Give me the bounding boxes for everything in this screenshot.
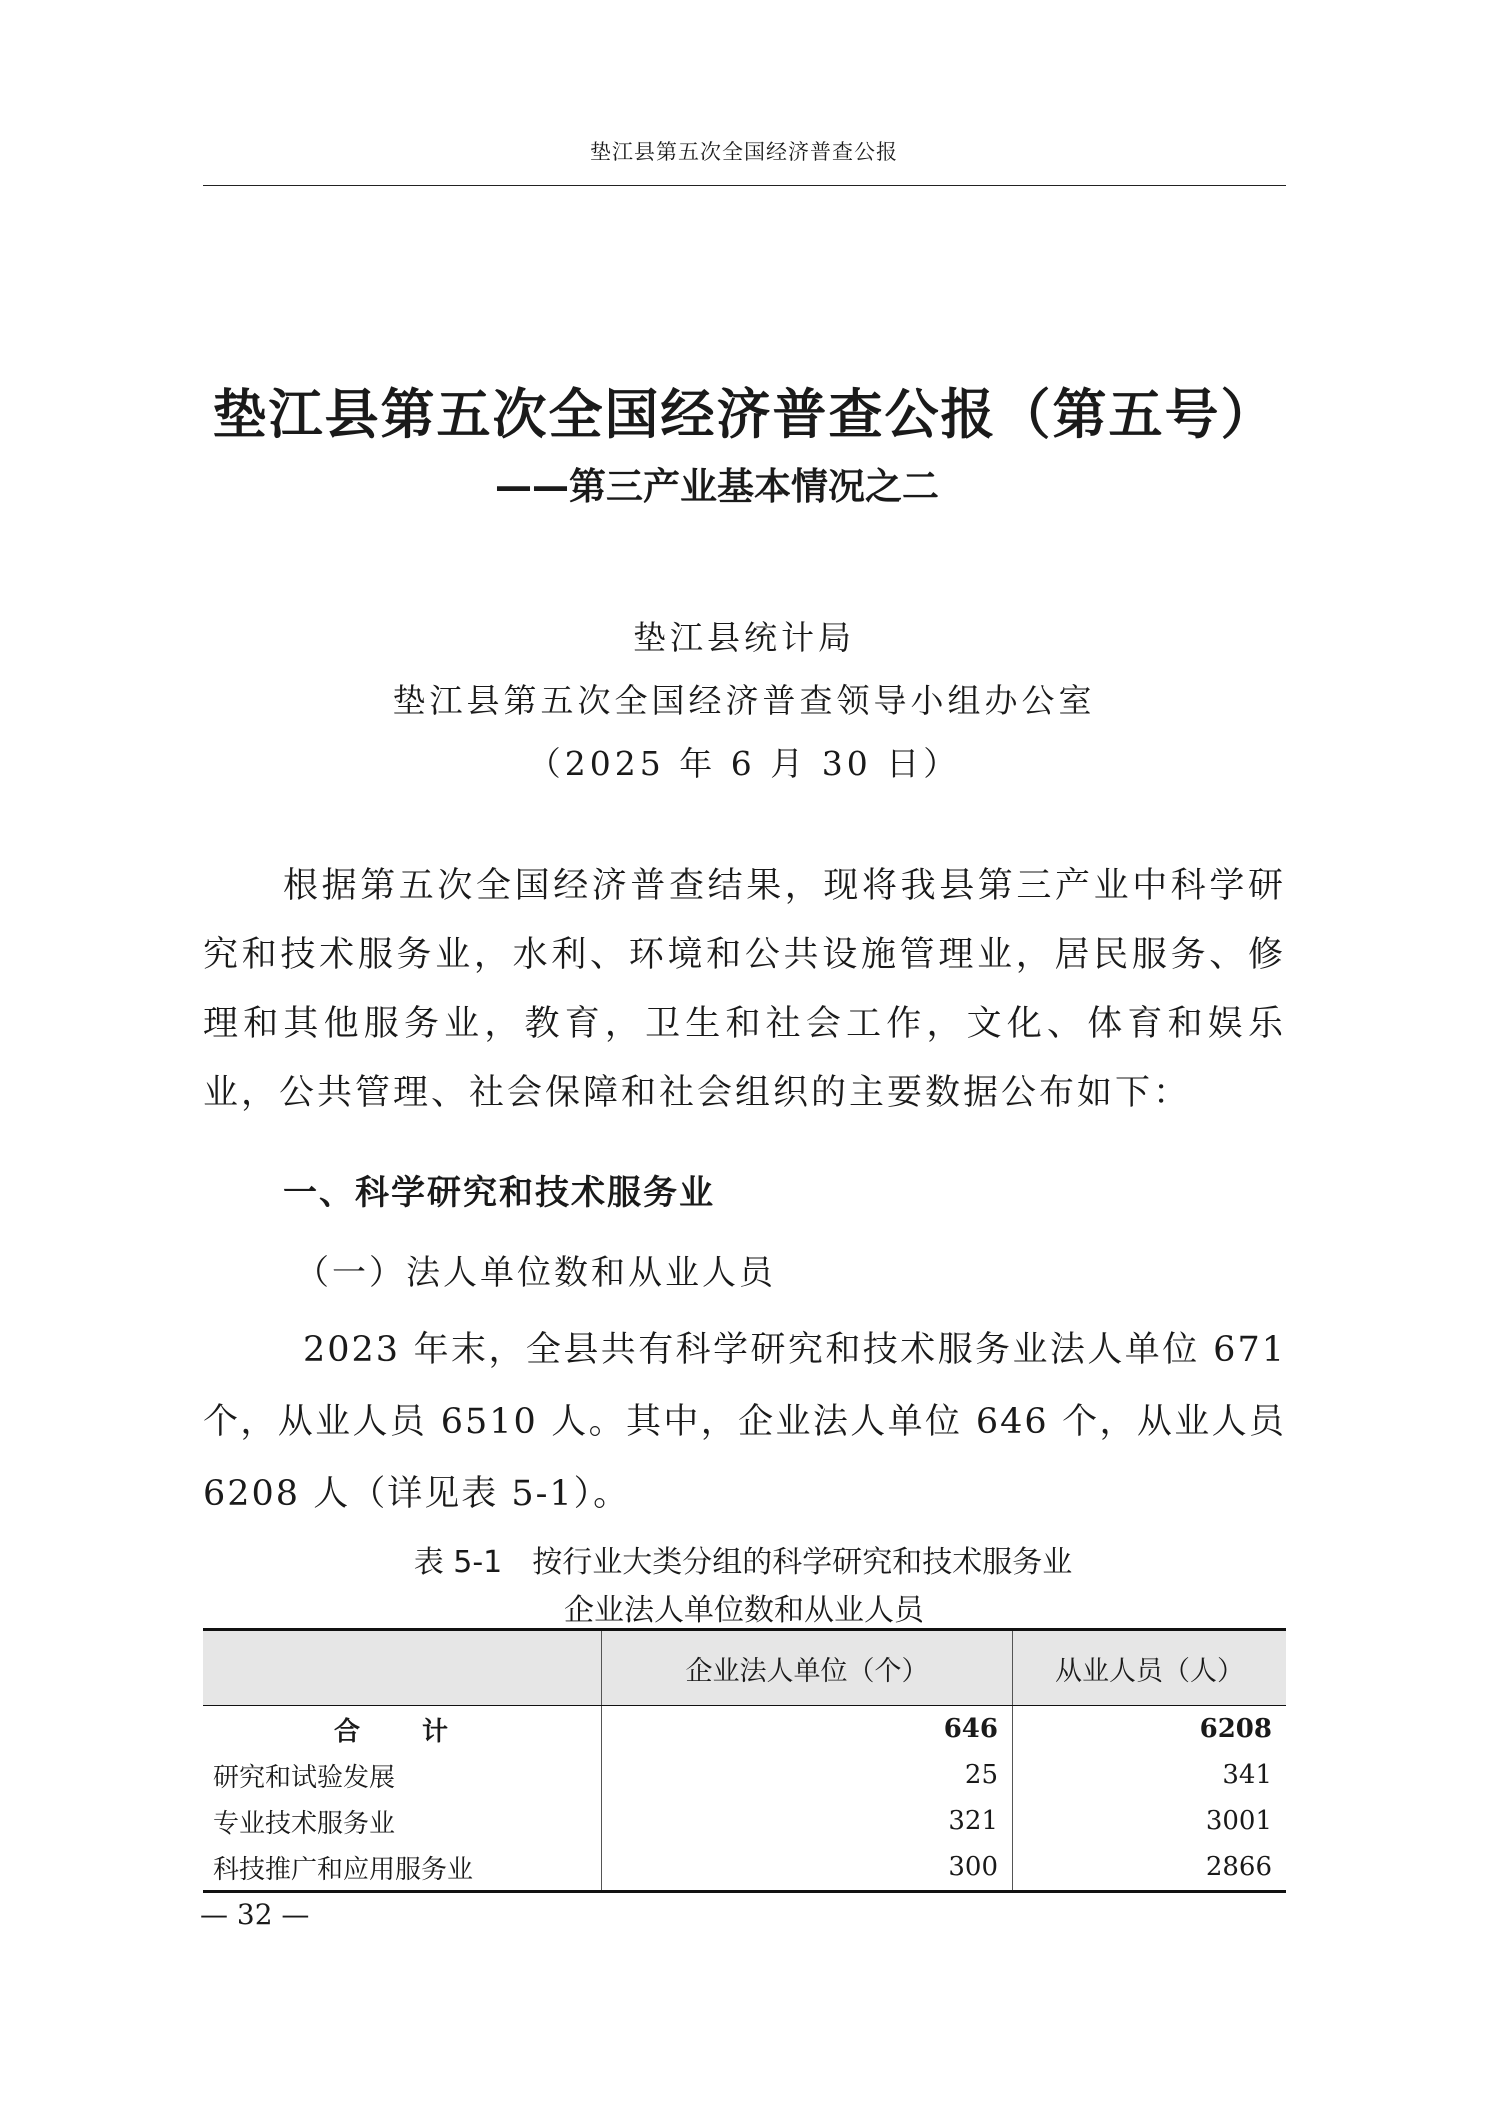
row-units: 646: [602, 1706, 1013, 1753]
row-employees: 3001: [1013, 1798, 1287, 1844]
row-name: 专业技术服务业: [213, 1808, 396, 1839]
table-row: [203, 1844, 1286, 1892]
row-name: 合 计: [333, 1716, 466, 1747]
data-table: [203, 1628, 1286, 1893]
row-units: 321: [602, 1798, 1013, 1844]
row-employees: 2866: [1013, 1844, 1287, 1892]
issue-date: （2025 年 6 月 30 日）: [527, 744, 961, 783]
row-employees: 341: [1013, 1752, 1287, 1798]
row-name: 科技推广和应用服务业: [203, 1844, 602, 1892]
running-head: 垫江县第五次全国经济普查公报: [590, 140, 898, 164]
header-rule: [203, 185, 1286, 186]
issuer-line-1: 垫江县统计局: [633, 618, 855, 657]
row-units: 300: [602, 1844, 1013, 1892]
table-header-units: 企业法人单位（个）: [602, 1630, 1013, 1706]
table-header-blank: [203, 1630, 602, 1706]
subsection-heading: （一）法人单位数和从业人员: [295, 1253, 776, 1293]
table-row: [203, 1752, 1286, 1798]
row-employees: 6208: [1013, 1706, 1287, 1753]
section-paragraph: 2023 年末，全县共有科学研究和技术服务业法人单位 671 个，从业人员 6510 人。其中，企业法人单位 646 个，从业人员 6208 人（详见表 5-1）。: [203, 1330, 1286, 1514]
table-header-employees: 从业人员（人）: [1013, 1630, 1287, 1706]
issuer-line-2: 垫江县第五次全国经济普查领导小组办公室: [392, 681, 1096, 720]
intro-paragraph: 根据第五次全国经济普查结果，现将我县第三产业中科学研究和技术服务业，水利、环境和公共设施管理业，居民服务、修理和其他服务业，教育，卫生和社会工作，文化、体育和娱乐业，公共管理、社会保障和社会组织的主要数据公布如下：: [203, 866, 1286, 1113]
section-heading: 一、科学研究和技术服务业: [283, 1173, 715, 1213]
table-header-row: [203, 1630, 1286, 1706]
document-title: 垫江县第五次全国经济普查公报（第五号）: [212, 383, 1277, 446]
document-subtitle: ——第三产业基本情况之二: [495, 465, 939, 508]
table-title-line-2: 企业法人单位数和从业人员: [564, 1593, 924, 1628]
row-name: 研究和试验发展: [213, 1762, 396, 1793]
table-title-line-1: 表 5-1 按行业大类分组的科学研究和技术服务业: [413, 1545, 1073, 1580]
table-row: [203, 1798, 1286, 1844]
row-units: 25: [602, 1752, 1013, 1798]
page-number: — 32 —: [200, 1898, 310, 1931]
table-row-total: [203, 1706, 1286, 1753]
